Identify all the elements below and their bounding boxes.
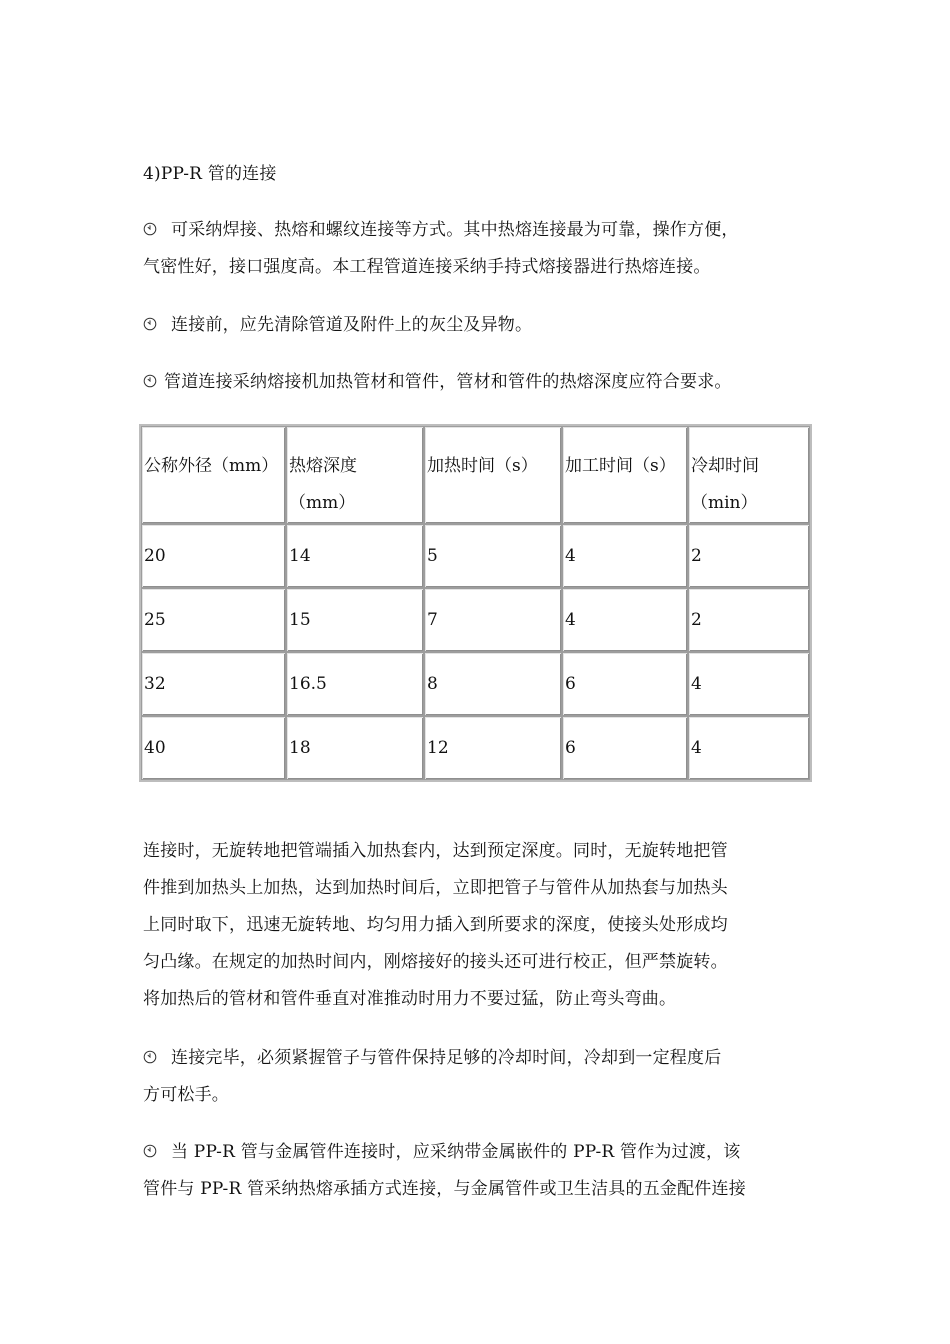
header-line: 热熔深度 bbox=[289, 456, 357, 476]
table-row bbox=[141, 652, 810, 716]
paragraph-line: 连接完毕，必须紧握管子与管件保持足够的冷却时间，冷却到一定程度后 bbox=[171, 1048, 722, 1068]
paragraph-line: 方可松手。 bbox=[143, 1085, 229, 1105]
header-line: （mm） bbox=[289, 493, 356, 513]
paragraph-line: 连接前，应先清除管道及附件上的灰尘及异物。 bbox=[171, 315, 533, 335]
table-cell: 25 bbox=[141, 588, 286, 652]
table-row bbox=[141, 588, 810, 652]
header-outer-diameter: 公称外径（mm） bbox=[141, 426, 286, 524]
table-header-row bbox=[141, 426, 810, 524]
paragraph-fusion-depth-requirement bbox=[143, 364, 808, 401]
clock-icon bbox=[143, 317, 157, 331]
clock-icon bbox=[143, 1050, 157, 1064]
clock-icon bbox=[143, 222, 157, 236]
table-row bbox=[141, 524, 810, 588]
table-cell: 12 bbox=[424, 716, 562, 780]
header-fusion-depth bbox=[286, 426, 424, 524]
table-cell: 15 bbox=[286, 588, 424, 652]
table-cell: 8 bbox=[424, 652, 562, 716]
table-cell: 4 bbox=[688, 652, 810, 716]
header-heating-time: 加热时间（s） bbox=[424, 426, 562, 524]
paragraph-line: 可采纳焊接、热熔和螺纹连接等方式。其中热熔连接最为可靠，操作方便， bbox=[171, 220, 739, 240]
paragraph-line: 将加热后的管材和管件垂直对准推动时用力不要过猛，防止弯头弯曲。 bbox=[143, 989, 677, 1009]
table-cell: 6 bbox=[562, 716, 688, 780]
table-cell: 32 bbox=[141, 652, 286, 716]
paragraph-line: 气密性好，接口强度高。本工程管道连接采纳手持式熔接器进行热熔连接。 bbox=[143, 257, 711, 277]
table-cell: 18 bbox=[286, 716, 424, 780]
table-row bbox=[141, 716, 810, 780]
paragraph-connection-procedure bbox=[143, 833, 808, 1018]
table-cell: 4 bbox=[562, 588, 688, 652]
table-cell: 6 bbox=[562, 652, 688, 716]
table-cell: 20 bbox=[141, 524, 286, 588]
header-processing-time: 加工时间（s） bbox=[562, 426, 688, 524]
paragraph-line: 管道连接采纳熔接机加热管材和管件，管材和管件的热熔深度应符合要求。 bbox=[164, 372, 732, 392]
table-cell: 40 bbox=[141, 716, 286, 780]
paragraph-line: 上同时取下，迅速无旋转地、均匀用力插入到所要求的深度，使接头处形成均 bbox=[143, 915, 728, 935]
paragraph-line: 当 PP-R 管与金属管件连接时，应采纳带金属嵌件的 PP-R 管作为过渡，该 bbox=[171, 1142, 741, 1162]
clock-icon bbox=[143, 1144, 157, 1158]
table-cell: 4 bbox=[562, 524, 688, 588]
paragraph-line: 件推到加热头上加热，达到加热时间后，立即把管子与管件从加热套与加热头 bbox=[143, 878, 728, 898]
table-cell: 2 bbox=[688, 524, 810, 588]
paragraph-welding-methods bbox=[143, 212, 808, 286]
table-cell: 16.5 bbox=[286, 652, 424, 716]
fusion-parameters-table bbox=[139, 424, 812, 782]
clock-icon bbox=[143, 374, 157, 388]
paragraph-line: 匀凸缘。在规定的加热时间内，刚熔接好的接头还可进行校正，但严禁旋转。 bbox=[143, 952, 728, 972]
paragraph-line: 连接时，无旋转地把管端插入加热套内，达到预定深度。同时，无旋转地把管 bbox=[143, 841, 728, 861]
section-heading: 4)PP-R 管的连接 bbox=[143, 164, 277, 184]
table-cell: 5 bbox=[424, 524, 562, 588]
paragraph-cooling-hold bbox=[143, 1040, 808, 1114]
paragraph-clean-before-connecting bbox=[143, 307, 808, 344]
table-cell: 7 bbox=[424, 588, 562, 652]
paragraph-metal-fitting-connection bbox=[143, 1134, 808, 1208]
paragraph-line: 管件与 PP-R 管采纳热熔承插方式连接，与金属管件或卫生洁具的五金配件连接 bbox=[143, 1179, 746, 1199]
header-cooling-time bbox=[688, 426, 810, 524]
table-cell: 2 bbox=[688, 588, 810, 652]
table-cell: 4 bbox=[688, 716, 810, 780]
header-line: 冷却时间 bbox=[691, 456, 759, 476]
header-line: （min） bbox=[691, 493, 758, 513]
table-cell: 14 bbox=[286, 524, 424, 588]
